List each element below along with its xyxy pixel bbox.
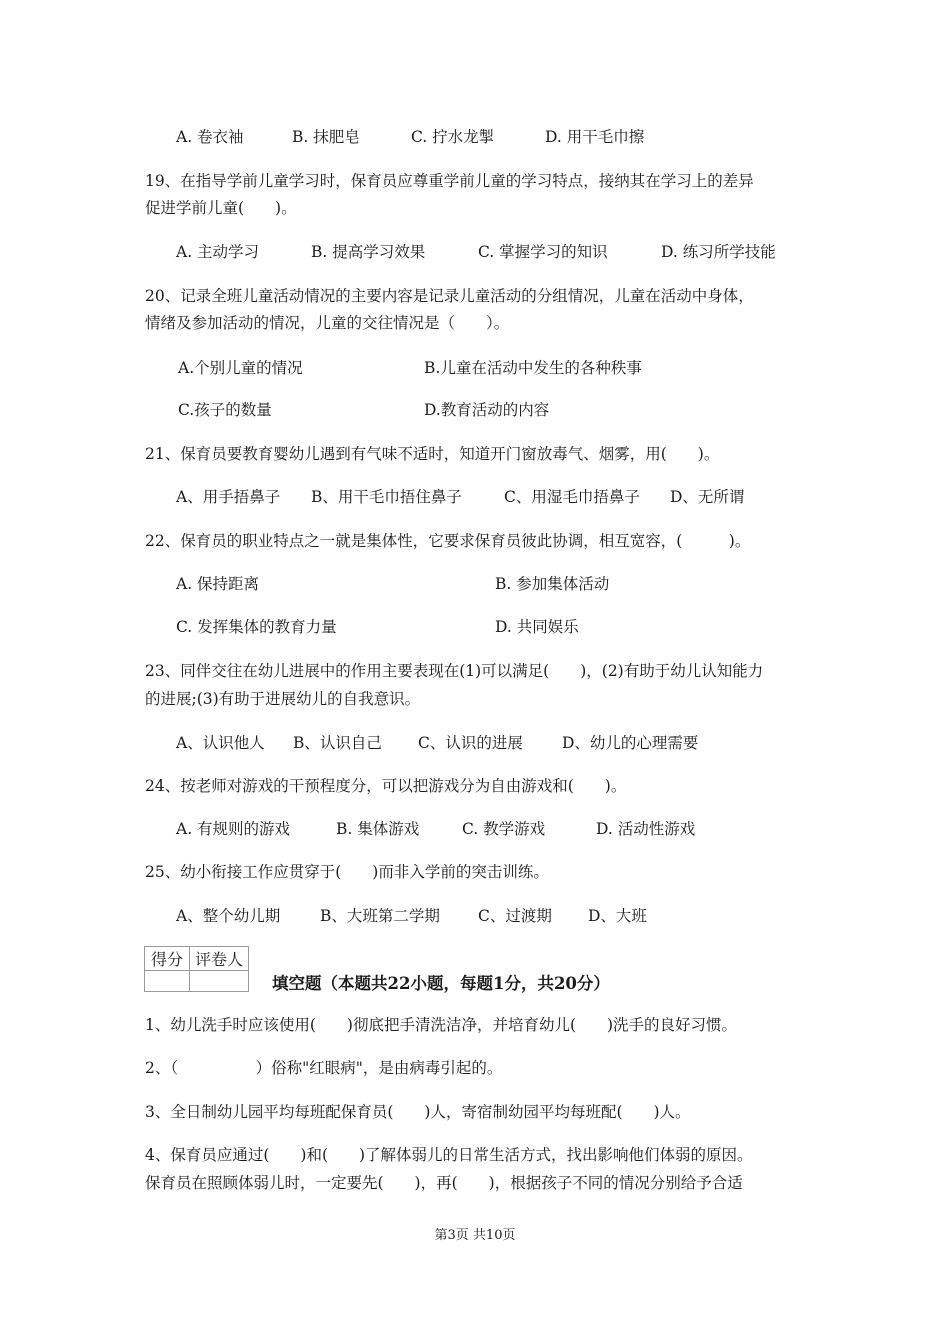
q20-option-d: D.教育活动的内容 (424, 401, 550, 419)
q24-option-c: C. 教学游戏 (462, 820, 546, 838)
q19-question-line1: 19、在指导学前儿童学习时，保育员应尊重学前儿童的学习特点，接纳其在学习上的差异 (145, 172, 754, 190)
q19-option-c: C. 掌握学习的知识 (478, 243, 608, 261)
score-cell (145, 971, 190, 992)
q22-option-c: C. 发挥集体的教育力量 (176, 618, 337, 636)
q25-option-b: B、大班第二学期 (320, 907, 440, 925)
q19-option-d: D. 练习所学技能 (661, 243, 776, 261)
q22-option-a: A. 保持距离 (176, 575, 260, 593)
q21-option-a: A、用手捂鼻子 (176, 488, 281, 506)
q20-option-c: C.孩子的数量 (178, 401, 272, 419)
q18-option-c: C. 拧水龙掣 (411, 128, 495, 146)
fill-question-3: 3、全日制幼儿园平均每班配保育员( )人，寄宿制幼园平均每班配( )人。 (145, 1103, 691, 1121)
grader-cell (190, 971, 249, 992)
q25-option-a: A、整个幼儿期 (176, 907, 281, 925)
q18-option-a: A. 卷衣袖 (176, 128, 244, 146)
q19-option-b: B. 提高学习效果 (311, 243, 426, 261)
q23-question-line2: 的进展;(3)有助于进展幼儿的自我意识。 (145, 690, 421, 708)
q19-question-line2: 促进学前儿童( )。 (145, 199, 297, 217)
fill-question-1: 1、幼儿洗手时应该使用( )彻底把手清洗洁净，并培育幼儿( )洗手的良好习惯。 (145, 1016, 738, 1034)
fill-question-2: 2、（ ）俗称"红眼病"，是由病毒引起的。 (145, 1059, 503, 1077)
q25-option-d: D、大班 (588, 907, 647, 925)
q24-option-d: D. 活动性游戏 (596, 820, 696, 838)
q20-question-line2: 情绪及参加活动的情况，儿童的交往情况是（ ）。 (145, 314, 510, 332)
fill-question-4-line1: 4、保育员应通过( )和( )了解体弱儿的日常生活方式，找出影响他们体弱的原因。 (145, 1146, 753, 1164)
q23-option-d: D、幼儿的心理需要 (562, 734, 699, 752)
q21-option-d: D、无所谓 (670, 488, 745, 506)
q25-question-line1: 25、幼小衔接工作应贯穿于( )而非入学前的突击训练。 (145, 863, 549, 881)
q23-option-c: C、认识的进展 (418, 734, 523, 752)
q18-option-b: B. 抹肥皂 (292, 128, 360, 146)
fill-question-4-line2: 保育员在照顾体弱儿时，一定要先( )，再( )，根据孩子不同的情况分别给予合适 (145, 1174, 743, 1192)
q23-option-b: B、认识自己 (293, 734, 382, 752)
score-header: 得分 (145, 947, 190, 971)
q24-option-a: A. 有规则的游戏 (176, 820, 291, 838)
q23-option-a: A、认识他人 (176, 734, 265, 752)
q21-option-c: C、用湿毛巾捂鼻子 (504, 488, 640, 506)
q20-option-b: B.儿童在活动中发生的各种秩事 (424, 359, 642, 377)
q25-option-c: C、过渡期 (478, 907, 552, 925)
q22-option-d: D. 共同娱乐 (495, 618, 579, 636)
q19-option-a: A. 主动学习 (176, 243, 260, 261)
q21-option-b: B、用干毛巾捂住鼻子 (311, 488, 462, 506)
q22-question-line1: 22、保育员的职业特点之一就是集体性，它要求保育员彼此协调，相互宽容，( )。 (145, 532, 751, 550)
q22-option-b: B. 参加集体活动 (495, 575, 610, 593)
q21-question-line1: 21、保育员要教育婴幼儿遇到有气味不适时，知道开门窗放毒气、烟雾，用( )。 (145, 445, 720, 463)
q18-option-d: D. 用干毛巾擦 (545, 128, 645, 146)
grader-header: 评卷人 (190, 947, 249, 971)
q24-question-line1: 24、按老师对游戏的干预程度分，可以把游戏分为自由游戏和( )。 (145, 777, 627, 795)
q20-question-line1: 20、记录全班儿童活动情况的主要内容是记录儿童活动的分组情况，儿童在活动中身体， (145, 287, 754, 305)
q24-option-b: B. 集体游戏 (336, 820, 420, 838)
q20-option-a: A.个别儿童的情况 (178, 359, 303, 377)
score-table (144, 946, 249, 992)
section-title: 填空题（本题共22小题，每题1分，共20分） (272, 974, 610, 993)
page-number: 第3页 共10页 (434, 1228, 516, 1243)
q23-question-line1: 23、同伴交往在幼儿进展中的作用主要表现在(1)可以满足( )，(2)有助于幼儿认知能力 (145, 662, 764, 680)
